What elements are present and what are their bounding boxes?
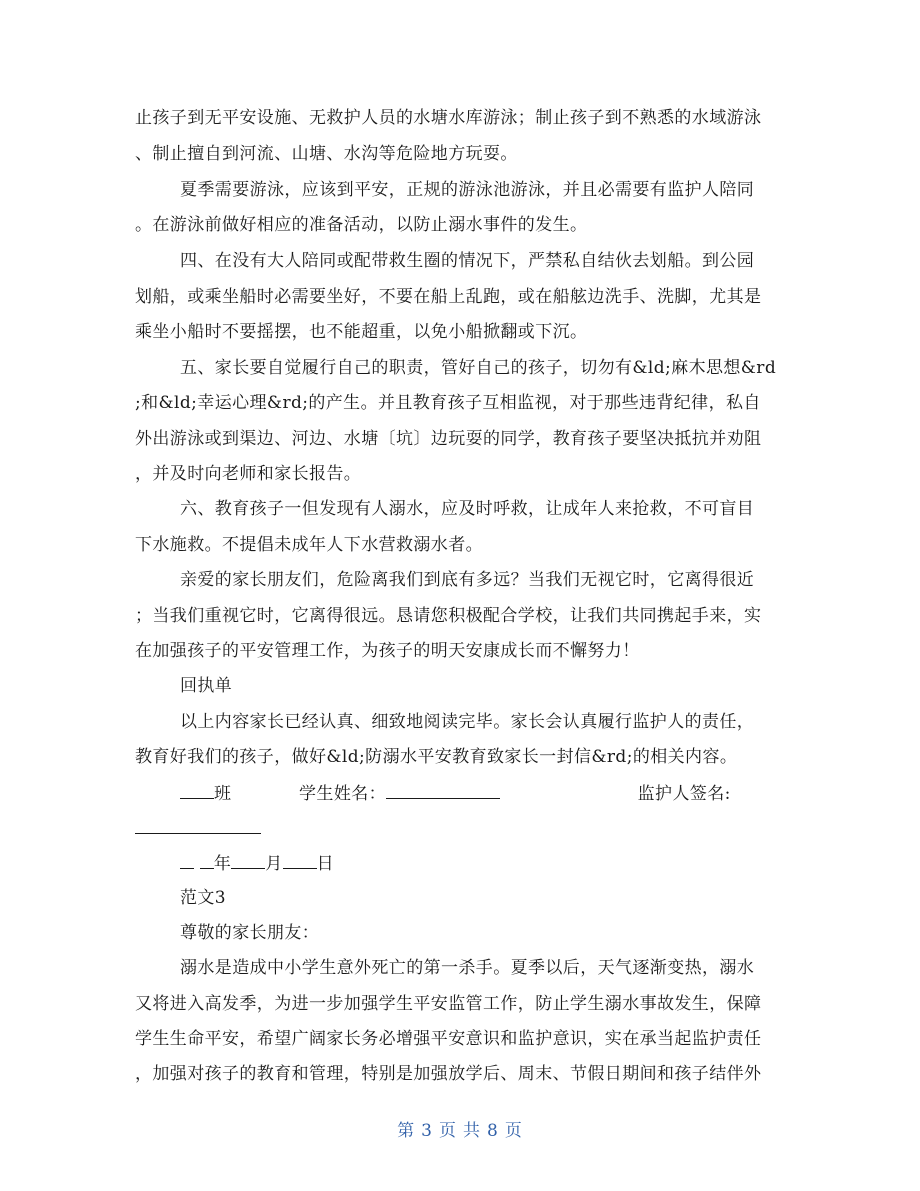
day-blank bbox=[283, 852, 317, 869]
text-line: 夏季需要游泳，应该到平安，正规的游泳池游泳，并且必需要有监护人陪同 bbox=[180, 180, 755, 200]
student-name-blank bbox=[386, 782, 500, 799]
text-line: 教育好我们的孩子，做好&ld;防溺水平安教育致家长一封信&rd;的相关内容。 bbox=[135, 747, 738, 767]
receipt-title: 回执单 bbox=[180, 676, 233, 696]
guardian-signature-blank bbox=[135, 817, 261, 834]
text-line: 止孩子到无平安设施、无救护人员的水塘水库游泳；制止孩子到不熟悉的水域游泳 bbox=[135, 108, 762, 128]
text-line: 以上内容家长已经认真、细致地阅读完毕。家长会认真履行监护人的责任， bbox=[180, 712, 755, 732]
guardian-signature-line bbox=[135, 817, 261, 839]
footer-current-page: 3 bbox=[421, 1121, 433, 1141]
text-line: 又将进入高发季，为进一步加强学生平安监管工作，防止学生溺水事故发生，保障 bbox=[135, 994, 762, 1014]
text-line: ，加强对孩子的教育和管理，特别是加强放学后、周末、节假日期间和孩子结伴外 bbox=[135, 1064, 762, 1084]
month-blank bbox=[231, 852, 265, 869]
year-blank-1 bbox=[180, 852, 194, 869]
guardian-signature-label: 监护人签名: bbox=[637, 784, 731, 804]
footer-total-word: 共 bbox=[463, 1121, 481, 1141]
text-line: 亲爱的家长朋友们，危险离我们到底有多远？当我们无视它时，它离得很近 bbox=[180, 570, 755, 590]
text-line: 在加强孩子的平安管理工作，为孩子的明天安康成长而不懈努力！ bbox=[135, 641, 640, 661]
text-line: 。在游泳前做好相应的准备活动，以防止溺水事件的发生。 bbox=[135, 215, 588, 235]
text-line: 划船，或乘坐船时必需要坐好，不要在船上乱跑，或在船舷边洗手、洗脚，尤其是 bbox=[135, 287, 762, 307]
date-row bbox=[180, 852, 334, 874]
year-blank-2 bbox=[200, 852, 214, 869]
text-line: 五、家长要自觉履行自己的职责，管好自己的孩子，切勿有&ld;麻木思想&rd bbox=[180, 358, 777, 378]
footer-total-pages: 8 bbox=[487, 1121, 499, 1141]
greeting: 尊敬的家长朋友： bbox=[180, 923, 320, 943]
day-label: 日 bbox=[316, 854, 335, 874]
footer-suffix: 页 bbox=[504, 1121, 523, 1141]
text-line: 乘坐小船时不要摇摆，也不能超重，以免小船掀翻或下沉。 bbox=[135, 322, 588, 342]
text-line: 学生生命平安，希望广阔家长务必增强平安意识和监护意识，实在承当起监护责任 bbox=[135, 1029, 762, 1049]
footer-page-word: 页 bbox=[439, 1121, 457, 1141]
page-footer bbox=[0, 1116, 920, 1141]
text-line: 四、在没有大人陪同或配带救生圈的情况下，严禁私自结伙去划船。到公园 bbox=[180, 251, 755, 271]
student-name-label: 学生姓名： bbox=[299, 784, 387, 804]
section-title: 范文3 bbox=[180, 888, 227, 908]
class-blank bbox=[180, 782, 214, 799]
text-line: ；当我们重视它时，它离得很远。恳请您积极配合学校，让我们共同携起手来，实 bbox=[135, 606, 762, 626]
text-line: ;和&ld;幸运心理&rd;的产生。并且教育孩子互相监视，对于那些违背纪律，私自 bbox=[135, 393, 761, 413]
footer-prefix: 第 bbox=[397, 1121, 416, 1141]
month-label: 月 bbox=[265, 854, 283, 874]
text-line: ，并及时向老师和家长报告。 bbox=[135, 464, 362, 484]
text-line: 溺水是造成中小学生意外死亡的第一杀手。夏季以后，天气逐渐变热，溺水 bbox=[180, 958, 755, 978]
text-line: 外出游泳或到渠边、河边、水塘〔坑〕边玩耍的同学，教育孩子要坚决抵抗并劝阻 bbox=[135, 429, 762, 449]
text-line: 、制止擅自到河流、山塘、水沟等危险地方玩耍。 bbox=[135, 144, 518, 164]
class-label: 班 bbox=[214, 784, 232, 804]
text-line: 下水施救。不提倡未成年人下水营救溺水者。 bbox=[135, 535, 483, 555]
text-line: 六、教育孩子一但发现有人溺水，应及时呼救，让成年人来抢救，不可盲目 bbox=[180, 499, 755, 519]
year-label: 年 bbox=[213, 854, 232, 874]
form-row bbox=[180, 782, 731, 804]
